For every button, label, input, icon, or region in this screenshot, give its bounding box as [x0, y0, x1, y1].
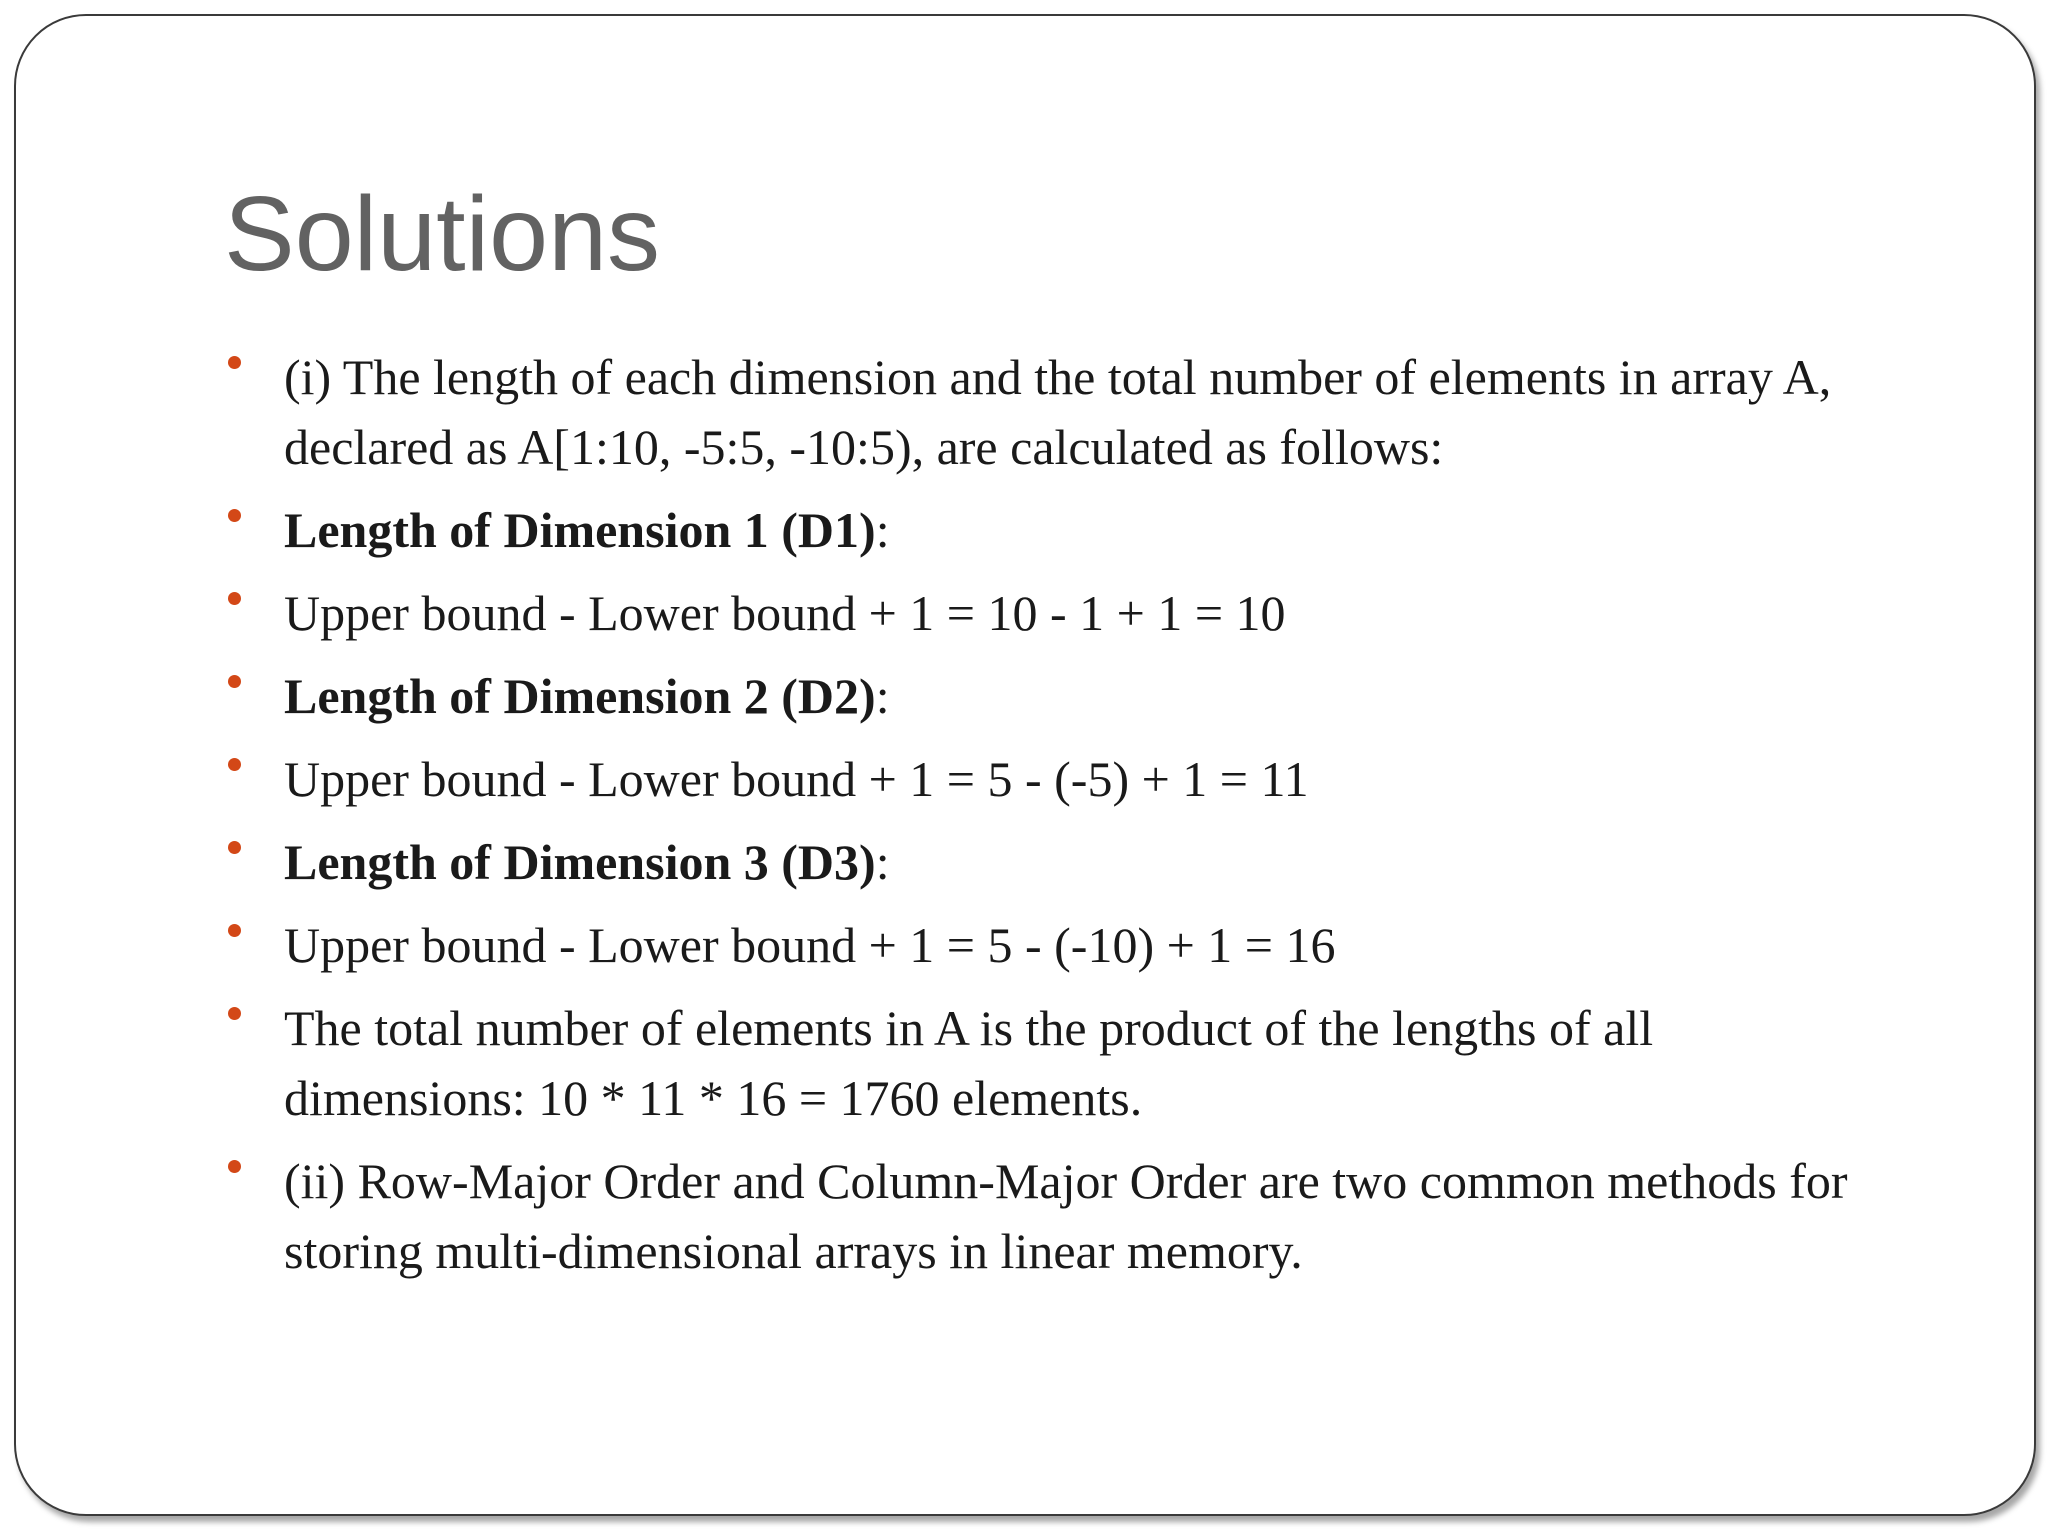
bullet-suffix: :: [875, 502, 890, 558]
bullet-text: Upper bound - Lower bound + 1 = 5 - (-5) + 1 = 11: [284, 751, 1309, 807]
bullet-text: (i) The length of each dimension and the total number of elements in array A, declared as A[1:10, -5:5, -10:5), are calculated as follows:: [284, 349, 1832, 475]
bullet-icon: [228, 758, 241, 771]
bullet-icon: [228, 1160, 241, 1173]
bullet-text: Length of Dimension 1 (D1): [284, 502, 876, 558]
bullet-text: (ii) Row-Major Order and Column-Major Order are two common methods for storing multi-dimensional arrays in linear memory.: [284, 1153, 1848, 1279]
bullet-suffix: :: [875, 668, 890, 724]
bullet-text: Length of Dimension 2 (D2): [284, 668, 876, 724]
bullet-item-array-intro: [224, 342, 1904, 482]
bullet-icon: [228, 509, 241, 522]
bullet-suffix: :: [875, 834, 890, 890]
bullet-icon: [228, 1007, 241, 1020]
bullet-text: The total number of elements in A is the product of the lengths of all dimensions: 10 * 11 * 16 = 1760 elements.: [284, 1000, 1654, 1126]
bullet-item-dimension-1-formula: [224, 578, 1904, 648]
bullet-icon: [228, 841, 241, 854]
bullet-icon: [228, 592, 241, 605]
bullet-item-dimension-1-heading: [224, 495, 1904, 565]
bullet-text: Length of Dimension 3 (D3): [284, 834, 876, 890]
bullet-icon: [228, 675, 241, 688]
bullet-text: Upper bound - Lower bound + 1 = 10 - 1 + 1 = 10: [284, 585, 1286, 641]
bullet-item-dimension-2-formula: [224, 744, 1904, 814]
bullet-item-dimension-2-heading: [224, 661, 1904, 731]
bullet-item-storage-orders: [224, 1146, 1904, 1286]
bullet-item-total-elements: [224, 993, 1904, 1133]
bullet-item-dimension-3-heading: [224, 827, 1904, 897]
bullet-text: Upper bound - Lower bound + 1 = 5 - (-10) + 1 = 16: [284, 917, 1336, 973]
slide-title: Solutions: [224, 175, 661, 293]
bullet-icon: [228, 924, 241, 937]
bullet-icon: [228, 356, 241, 369]
bullet-item-dimension-3-formula: [224, 910, 1904, 980]
bullet-list: [224, 342, 1904, 1299]
